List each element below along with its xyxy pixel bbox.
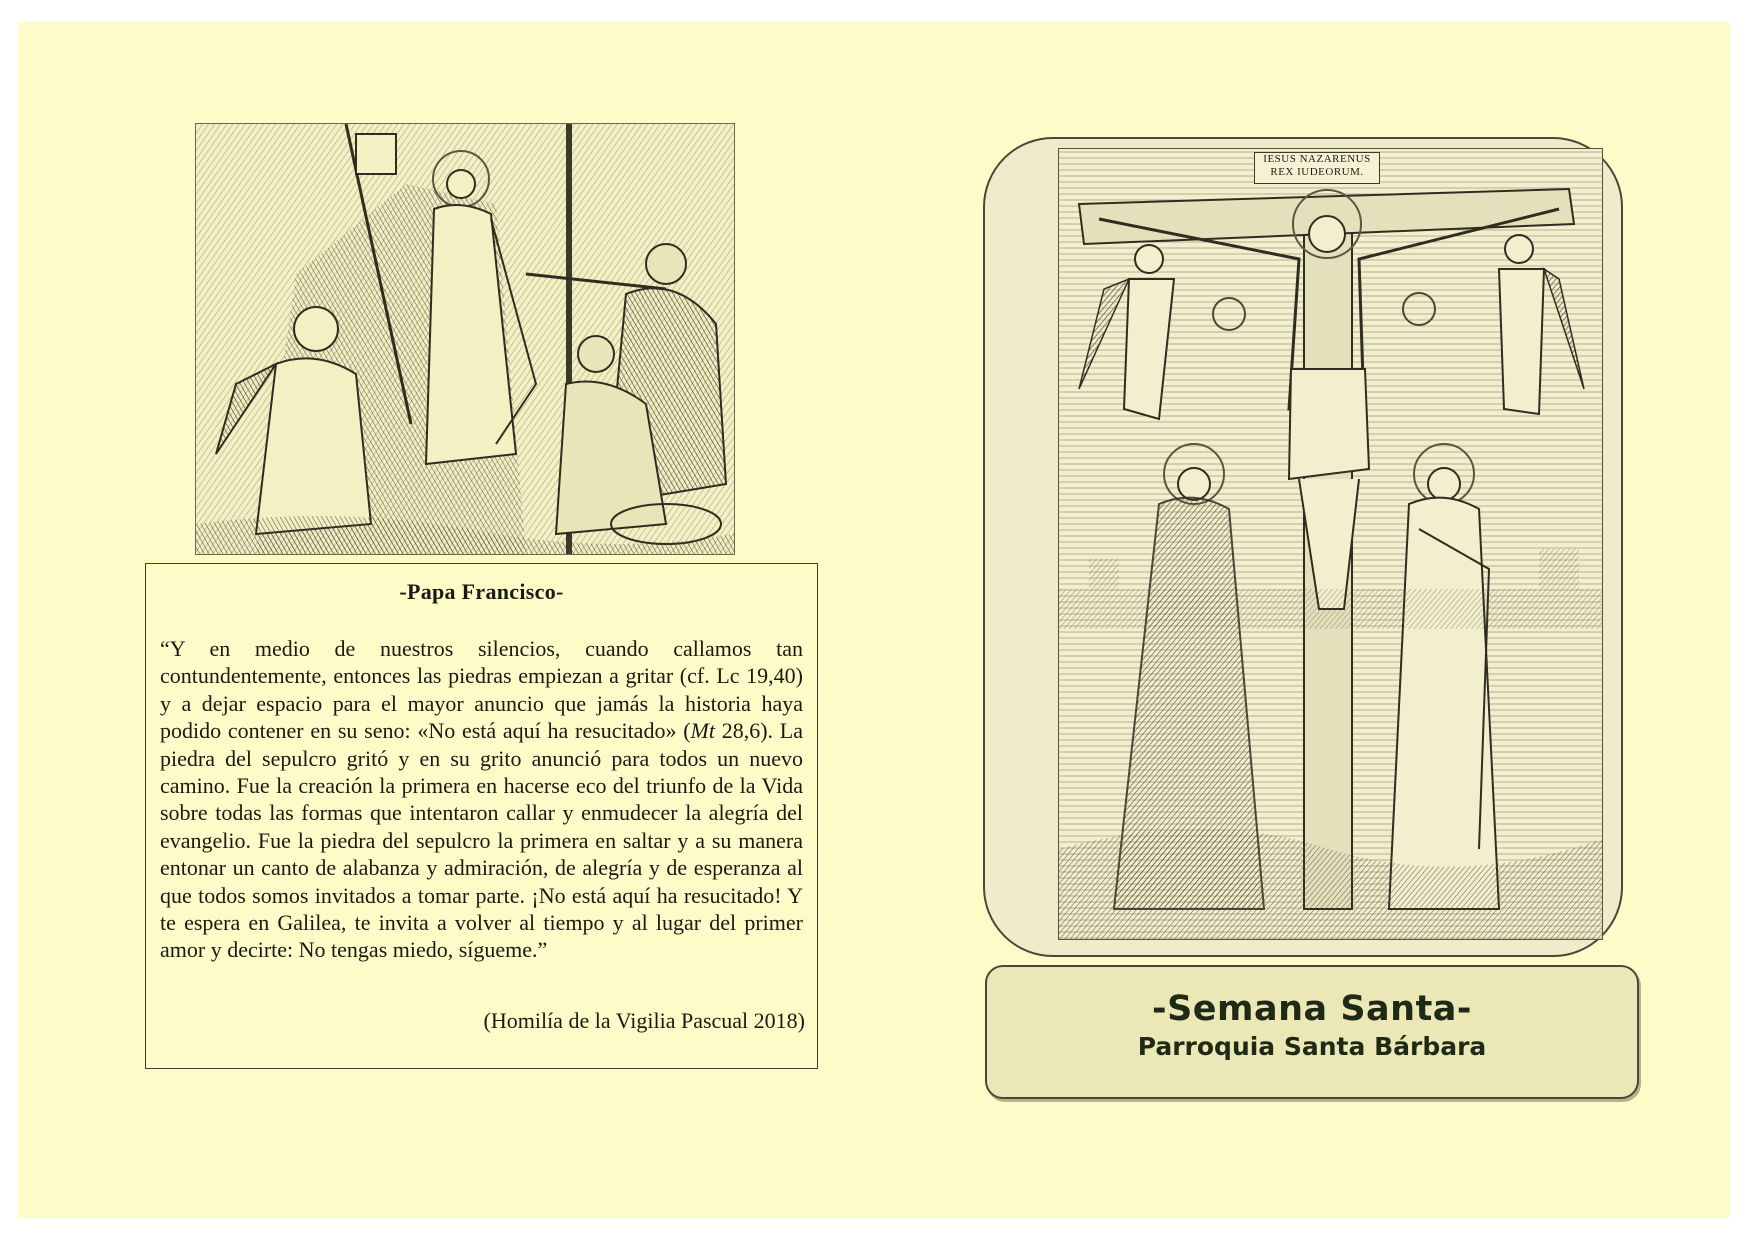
quote-reference: Mt — [690, 718, 715, 744]
quote-text-part1: “Y en medio de nuestros silencios, cuando callamos tan contundentemente, entonces las piedras empiezan a gritar (cf. Lc 19,40) y a dejar espacio para el mayor anuncio que jamás la historia haya podido contener en su seno: «No está aquí ha resucitado» ( — [160, 636, 803, 744]
quote-box — [145, 563, 818, 1069]
booklet-title: -Semana Santa- — [1152, 989, 1472, 1029]
resurrection-illustration — [195, 123, 735, 555]
crucifixion-illustration — [1058, 148, 1603, 940]
cross-inscription — [1254, 152, 1380, 184]
quote-text-part2: 28,6). La piedra del sepulcro gritó y en su grito anunció para todos un nuevo camino. Fue la creación la primera en hacerse eco del triunfo de la Vida sobre todas las formas que intentaron callar y enmudecer la alegría del evangelio. Fue la piedra del sepulcro la primera en saltar y a su manera entonar un canto de alabanza y admiración, de alegría y de esperanza al que todos somos invitados a tomar parte. ¡No está aquí ha resucitado! Y te espera en Galilea, te invita a volver al tiempo y al lugar del primer amor y decirte: No tengas miedo, sígueme.” — [160, 718, 804, 963]
parish-name: Parroquia Santa Bárbara — [1137, 1032, 1487, 1061]
inscription-line-1: IESUS NAZARENUS — [1263, 153, 1371, 165]
quote-heading: -Papa Francisco- — [399, 579, 564, 604]
title-plate — [985, 965, 1639, 1099]
quote-source: (Homilía de la Vigilia Pascual 2018) — [483, 1008, 805, 1033]
inscription-line-2: REX IUDEORUM. — [1270, 166, 1364, 178]
quote-text — [160, 635, 803, 964]
